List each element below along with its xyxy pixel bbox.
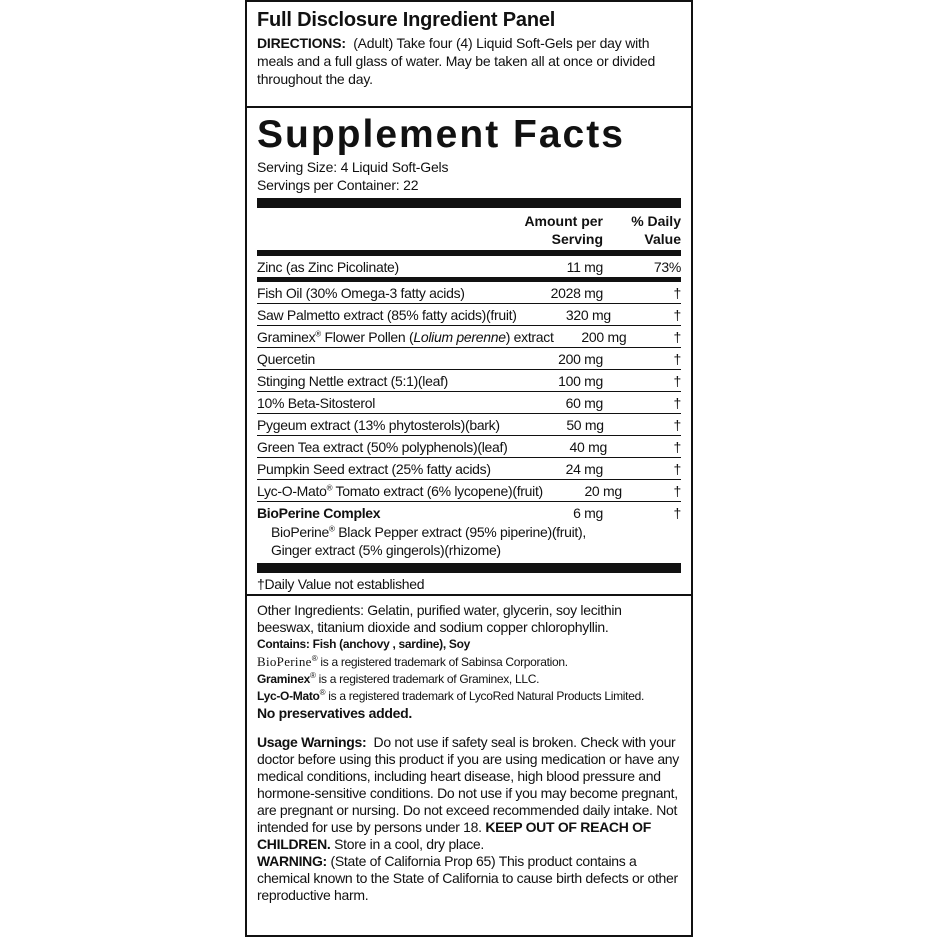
divider-thick xyxy=(257,198,681,208)
directions-label: DIRECTIONS: xyxy=(257,35,346,51)
ingredient-row-fish-oil: Fish Oil (30% Omega-3 fatty acids) 2028 mg † xyxy=(257,282,681,304)
servings-per-container: Servings per Container: 22 xyxy=(257,177,419,193)
serving-size: Serving Size: 4 Liquid Soft-Gels xyxy=(257,159,449,175)
ingredient-row-beta-sitosterol: 10% Beta-Sitosterol 60 mg † xyxy=(257,392,681,414)
bioperine-sub-line-2: Ginger extract (5% gingerols)(rhizome) xyxy=(271,542,501,558)
supplement-facts-section xyxy=(247,108,691,596)
ingredient-row-zinc: Zinc (as Zinc Picolinate) 11 mg 73% xyxy=(257,256,681,278)
bioperine-trademark: BioPerine® is a registered trademark of Sabinsa Corporation. xyxy=(257,654,568,669)
disclosure-title: Full Disclosure Ingredient Panel xyxy=(257,9,556,31)
ingredient-row-stinging-nettle: Stinging Nettle extract (5:1)(leaf) 100 mg † xyxy=(257,370,681,392)
other-info-section xyxy=(247,596,691,935)
bioperine-logo: BioPerine xyxy=(257,654,312,669)
directions-text: DIRECTIONS: (Adult) Take four (4) Liquid Soft-Gels per day with meals and a full glass of water. May be taken all at once or divided throughout the day. xyxy=(257,35,656,87)
ingredient-row-green-tea: Green Tea extract (50% polyphenols)(leaf) 40 mg † xyxy=(257,436,681,458)
daily-value-header: % Daily Value xyxy=(631,213,681,247)
facts-column-header xyxy=(257,208,681,250)
ingredient-row-saw-palmetto: Saw Palmetto extract (85% fatty acids)(fruit) 320 mg † xyxy=(257,304,681,326)
ingredient-row-graminex: Graminex® Flower Pollen (Lolium perenne) extract 200 mg † xyxy=(257,326,681,348)
warning-label: WARNING: xyxy=(257,853,327,869)
graminex-trademark: Graminex® is a registered trademark of Graminex, LLC. xyxy=(257,671,540,686)
keep-out-of-reach: KEEP OUT OF REACH OF CHILDREN. xyxy=(257,819,651,852)
supplement-facts-title: Supplement Facts xyxy=(257,113,625,156)
divider-thick xyxy=(257,563,681,573)
daily-value-note: †Daily Value not established xyxy=(257,576,425,592)
ingredient-row-bioperine-complex: BioPerine Complex 6 mg † xyxy=(257,505,681,521)
other-ingredients: Other Ingredients: Gelatin, purified water, glycerin, soy lecithin beeswax, titanium dioxide and sodium copper chlorophyllin. xyxy=(257,602,622,635)
bioperine-sub-line-1: BioPerine® Black Pepper extract (95% piperine)(fruit), xyxy=(271,524,586,540)
amount-per-serving-header: Amount per Serving xyxy=(524,213,603,247)
ingredient-row-lyc-o-mato: Lyc-O-Mato® Tomato extract (6% lycopene)(fruit) 20 mg † xyxy=(257,480,681,502)
ingredient-row-quercetin: Quercetin 200 mg † xyxy=(257,348,681,370)
disclosure-section xyxy=(247,2,691,108)
supplement-label-panel xyxy=(245,0,693,937)
no-preservatives: No preservatives added. xyxy=(257,705,412,721)
ingredient-row-pygeum: Pygeum extract (13% phytosterols)(bark) 50 mg † xyxy=(257,414,681,436)
allergen-contains: Contains: Fish (anchovy , sardine), Soy xyxy=(257,637,471,651)
usage-warnings-label: Usage Warnings: xyxy=(257,734,367,750)
usage-warnings: Usage Warnings: Do not use if safety seal is broken. Check with your doctor before using this product if you are using medication or have any medical conditions, including heart disease, high blood pressure and hormone-sensitive conditions. Do not use if you may become pregnant, are pregnant or nursing. Do not exceed recommended daily intake. Not intended for use by persons under 18. KEEP OUT OF REACH OF CHILDREN. Store in a cool, dry place. WARNING: (State of California Prop 65) This product contains a chemical known to the State of California to cause birth defects or other reproductive harm. xyxy=(257,734,679,903)
lycomato-trademark: Lyc-O-Mato® is a registered trademark of LycoRed Natural Products Limited. xyxy=(257,688,644,703)
ingredient-row-pumpkin-seed: Pumpkin Seed extract (25% fatty acids) 24 mg † xyxy=(257,458,681,480)
